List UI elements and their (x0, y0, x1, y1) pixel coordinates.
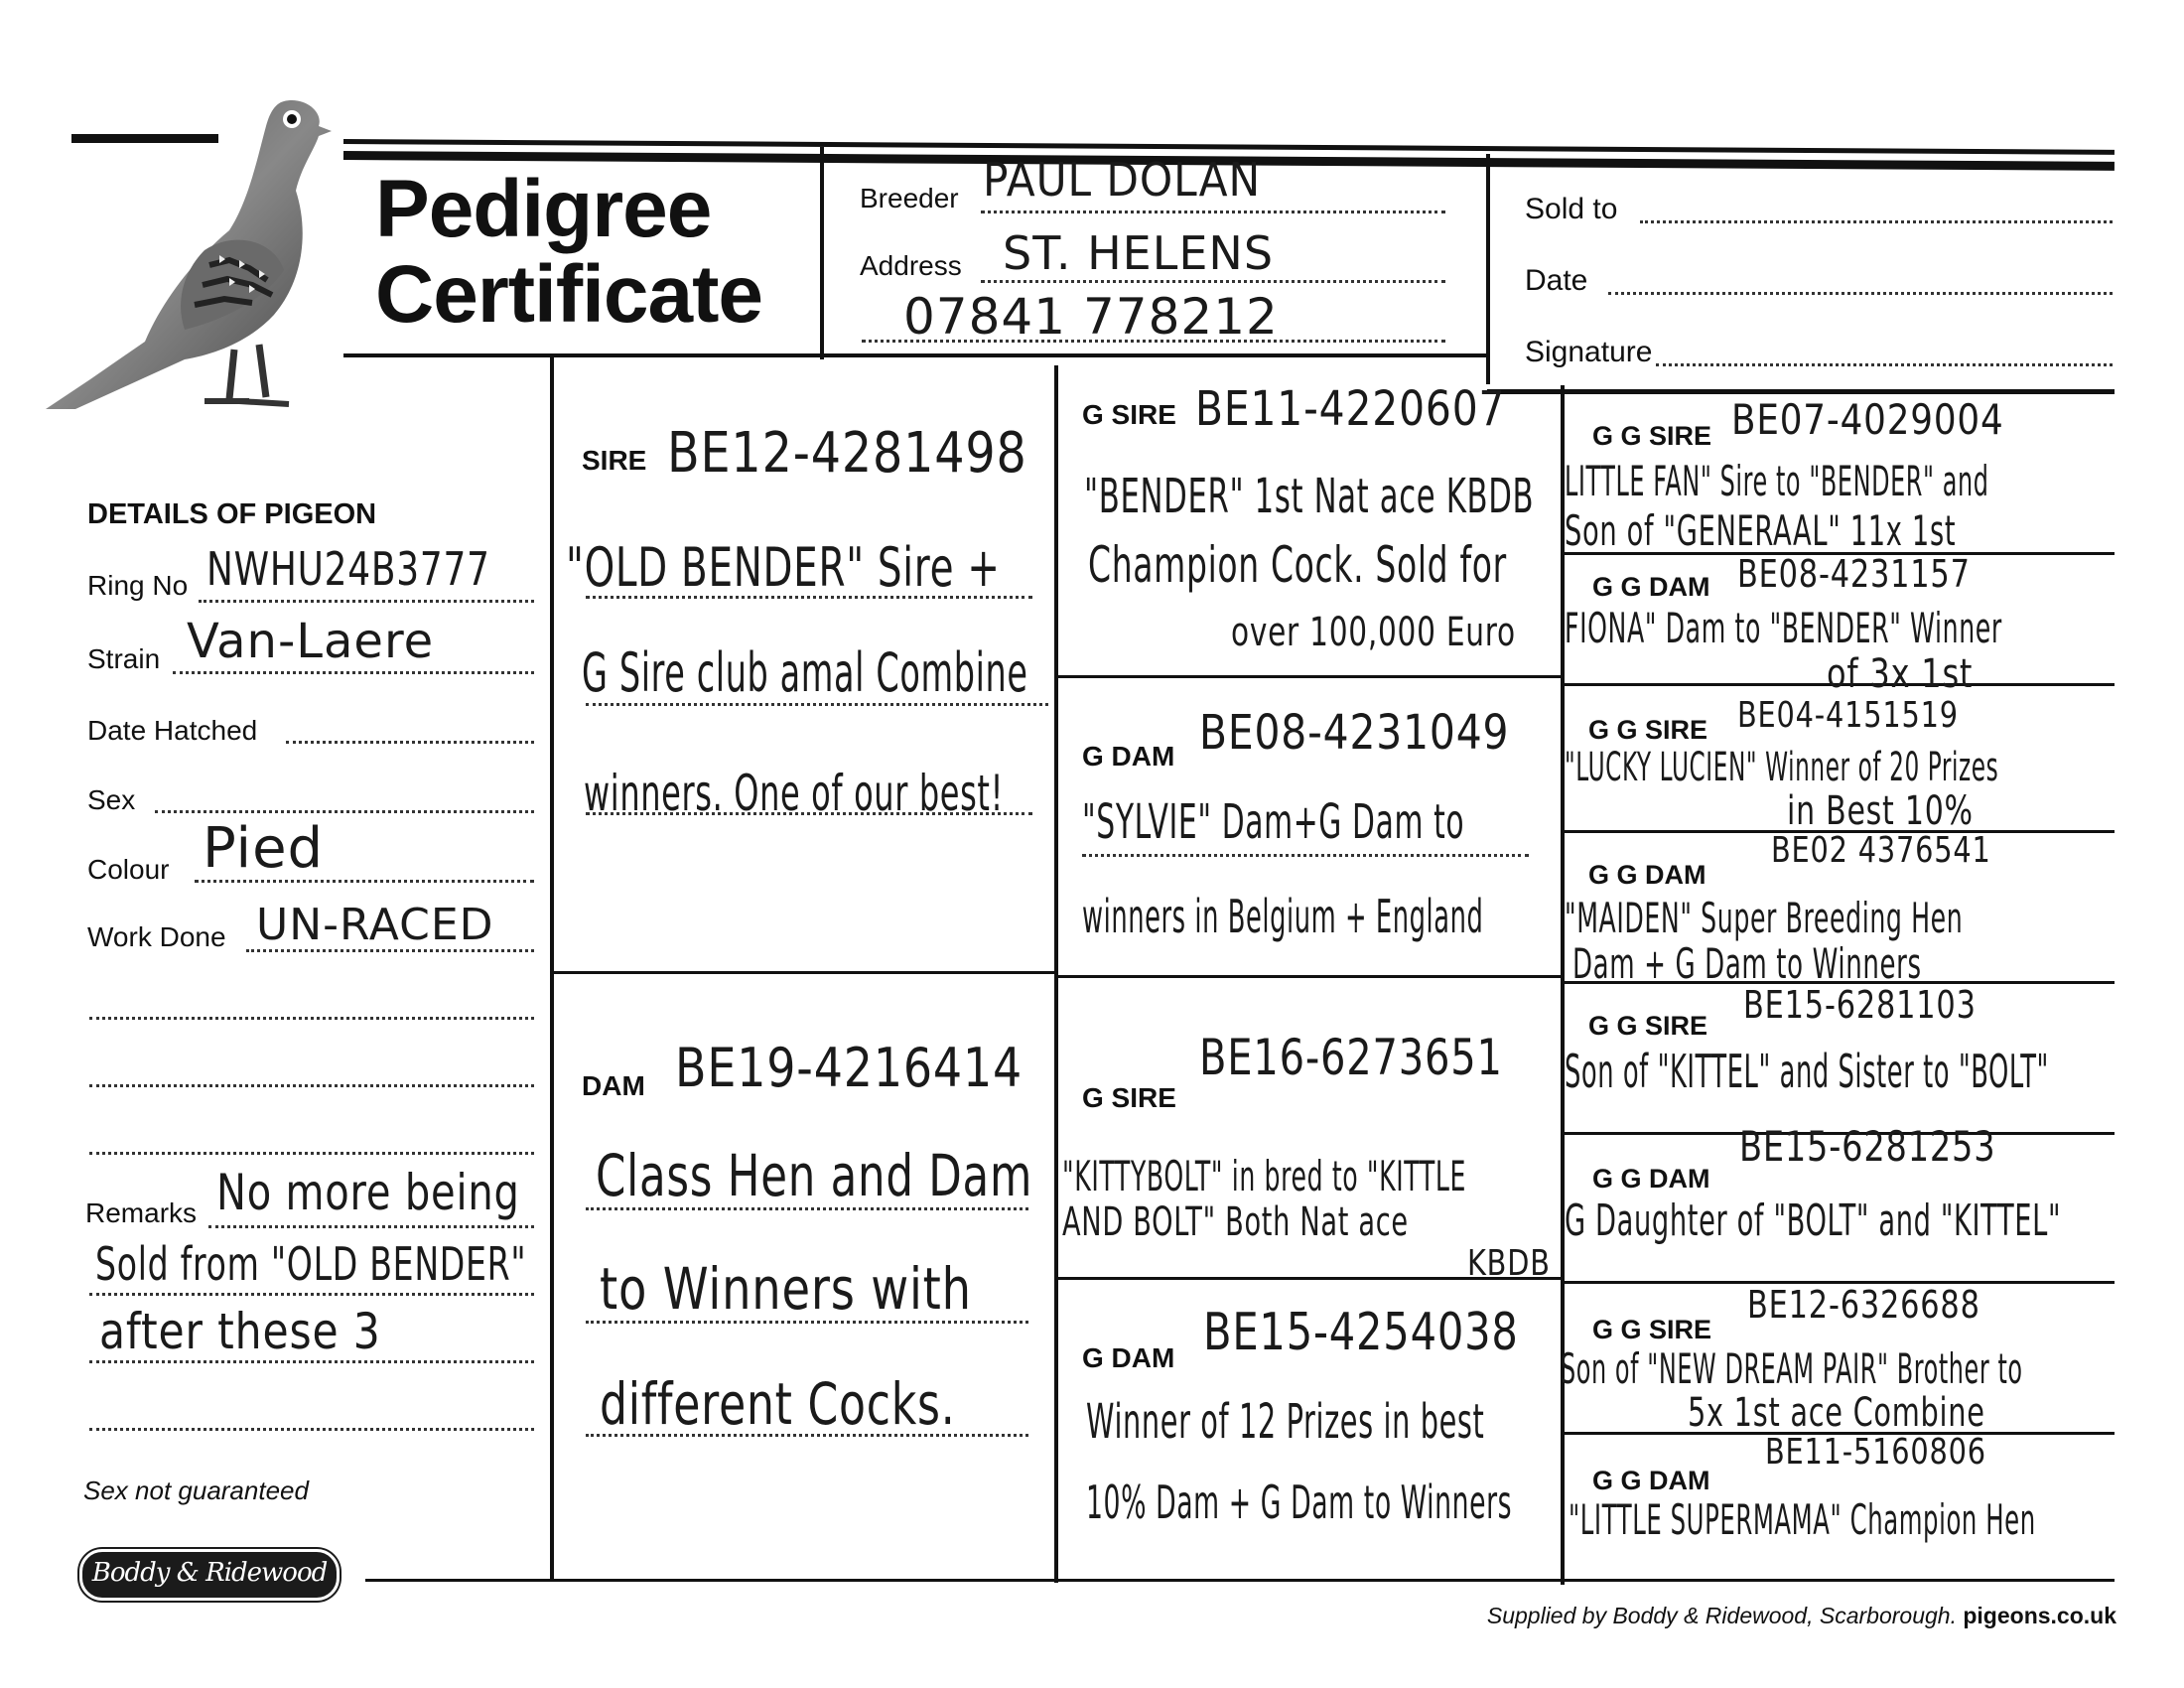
ggdam-1-line-1: FIONA" Dam to "BENDER" Winner (1565, 604, 2002, 652)
ggdam-2-ring: BE02 4376541 (1771, 830, 1991, 871)
gsire-2-line-1: "KITTYBOLT" in bred to "KITTLE (1062, 1152, 1466, 1200)
sex-label: Sex (87, 784, 136, 815)
gdam-2-label: G DAM (1082, 1342, 1175, 1373)
ggdam-2-line-2: Dam + G Dam to Winners (1572, 939, 1922, 988)
colour-value: Pied (203, 816, 325, 881)
sex-not-guaranteed-note: Sex not guaranteed (83, 1476, 309, 1505)
details-heading: DETAILS OF PIGEON (87, 498, 377, 530)
gdam-1-line-1: "SYLVIE" Dam+G Dam to (1082, 794, 1465, 850)
gdam-1-label: G DAM (1082, 741, 1175, 772)
gsire-2-ring: BE16-6273651 (1199, 1029, 1503, 1086)
sire-line-2: G Sire club amal Combine (582, 641, 1028, 704)
remarks-line-2: Sold from "OLD BENDER" (95, 1237, 527, 1291)
ggsire-2-ring: BE04-4151519 (1737, 695, 1959, 736)
ggdam-4-ring: BE11-5160806 (1765, 1432, 1986, 1473)
strain-value: Van-Laere (187, 614, 435, 669)
ggsire-4-label: G G SIRE (1592, 1315, 1712, 1344)
gdam-2-line-2: 10% Dam + G Dam to Winners (1086, 1476, 1513, 1529)
sold-to-label: Sold to (1525, 193, 1618, 225)
ggsire-3-ring: BE15-6281103 (1743, 983, 1977, 1027)
footer-credit (1487, 1603, 2116, 1629)
gdam-2-line-1: Winner of 12 Prizes in best (1086, 1394, 1485, 1450)
footer-supplied: Supplied by Boddy & Ridewood, Scarborough. (1486, 1603, 1957, 1628)
footer-site-link[interactable]: pigeons.co.uk (1963, 1603, 2116, 1628)
remarks-line-3: after these 3 (99, 1303, 381, 1360)
ggsire-3-label: G G SIRE (1588, 1011, 1708, 1041)
gsire-1-line-2: Champion Cock. Sold for (1088, 536, 1507, 594)
ggdam-1-label: G G DAM (1592, 572, 1710, 602)
breeder-value: PAUL DOLAN (983, 153, 1262, 207)
gsire-2-label: G SIRE (1082, 1082, 1176, 1113)
ring-value: NWHU24B3777 (206, 542, 490, 596)
ggsire-4-line-2: 5x 1st ace Combine (1688, 1390, 1985, 1436)
gdam-2-ring: BE15-4254038 (1203, 1303, 1519, 1362)
ggdam-3-ring: BE15-6281253 (1739, 1122, 1996, 1171)
ggdam-1-ring: BE08-4231157 (1737, 552, 1971, 596)
breeder-label: Breeder (860, 183, 959, 213)
date-hatched-label: Date Hatched (87, 715, 258, 746)
address-value: ST. HELENS (1003, 226, 1275, 280)
work-done-label: Work Done (87, 921, 226, 952)
ggdam-4-line-1: "LITTLE SUPERMAMA" Champion Hen (1569, 1495, 2036, 1544)
remarks-line-1: No more being (216, 1164, 520, 1221)
ggsire-2-line-1: "LUCKY LUCIEN" Winner of 20 Prizes (1565, 745, 1999, 790)
gsire-2-line-2: AND BOLT" Both Nat ace (1062, 1199, 1409, 1245)
colour-label: Colour (87, 854, 170, 885)
dam-ring: BE19-4216414 (675, 1037, 1024, 1099)
gsire-2-line-3: KBDB (1467, 1243, 1551, 1284)
ring-label: Ring No (87, 570, 189, 601)
remarks-label: Remarks (85, 1197, 198, 1228)
ggdam-2-label: G G DAM (1588, 860, 1706, 890)
sire-line-3: winners. One of our best! (584, 765, 1005, 822)
title-line-1: Pedigree (375, 164, 712, 254)
sire-line-1: "OLD BENDER" Sire + (566, 536, 1001, 599)
strain-label: Strain (87, 643, 161, 674)
ggsire-2-line-2: in Best 10% (1787, 788, 1974, 834)
logo-text: Boddy & Ridewood (91, 1558, 328, 1588)
work-done-value: UN-RACED (256, 900, 494, 950)
ggdam-4-label: G G DAM (1592, 1466, 1710, 1495)
phone-value: 07841 778212 (903, 288, 1279, 346)
ggsire-3-line-1: Son of "KITTEL" and Sister to "BOLT" (1565, 1045, 2049, 1098)
gdam-1-ring: BE08-4231049 (1199, 705, 1510, 761)
ggsire-1-line-1: LITTLE FAN" Sire to "BENDER" and (1565, 457, 1989, 505)
gsire-1-ring: BE11-4220607 (1195, 381, 1506, 437)
ggdam-2-line-1: "MAIDEN" Super Breeding Hen (1565, 894, 1964, 942)
dam-line-2: to Winners with (600, 1255, 972, 1323)
ggdam-1-line-2: of 3x 1st (1827, 651, 1974, 697)
sire-ring: BE12-4281498 (667, 421, 1027, 486)
dam-line-3: different Cocks. (600, 1370, 956, 1438)
gsire-1-line-3: over 100,000 Euro (1231, 610, 1516, 655)
gdam-1-line-2: winners in Belgium + England (1082, 890, 1484, 943)
ggsire-4-line-1: Son of "NEW DREAM PAIR" Brother to (1561, 1344, 2023, 1393)
dam-label: DAM (582, 1070, 645, 1101)
dam-line-1: Class Hen and Dam (596, 1142, 1033, 1209)
sire-label: SIRE (582, 445, 647, 476)
ggsire-4-ring: BE12-6326688 (1747, 1283, 1980, 1327)
ggsire-1-ring: BE07-4029004 (1731, 395, 2004, 444)
gsire-1-label: G SIRE (1082, 399, 1176, 430)
ggsire-2-label: G G SIRE (1588, 715, 1708, 745)
page-title (375, 164, 763, 340)
date-label: Date (1525, 264, 1588, 297)
ggsire-1-label: G G SIRE (1592, 421, 1712, 451)
gsire-1-line-1: "BENDER" 1st Nat ace KBDB (1084, 469, 1535, 524)
ggsire-1-line-2: Son of "GENERAAL" 11x 1st (1565, 506, 1957, 555)
boddy-ridewood-logo (79, 1549, 340, 1601)
address-label: Address (860, 250, 962, 281)
ggdam-3-label: G G DAM (1592, 1164, 1710, 1194)
ggdam-3-line-1: G Daughter of "BOLT" and "KITTEL" (1565, 1196, 2062, 1246)
signature-label: Signature (1525, 336, 1653, 368)
title-line-2: Certificate (375, 249, 763, 340)
